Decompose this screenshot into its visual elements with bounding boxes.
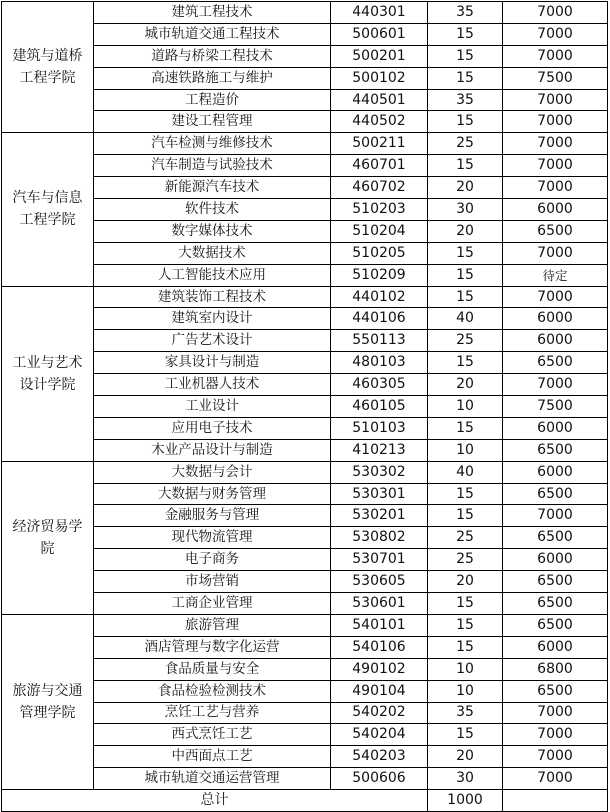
major-code-cell: 510209 <box>331 264 428 286</box>
major-name-cell: 应用电子技术 <box>94 417 331 439</box>
enrollment-count-cell: 15 <box>428 264 503 286</box>
major-code-cell: 540203 <box>331 746 428 768</box>
major-name-cell: 广告艺术设计 <box>94 330 331 352</box>
enrollment-count-cell: 10 <box>428 396 503 418</box>
enrollment-count-cell: 15 <box>428 155 503 177</box>
major-name-cell: 西式烹饪工艺 <box>94 724 331 746</box>
major-name-cell: 烹饪工艺与营养 <box>94 702 331 724</box>
table-row <box>2 461 608 483</box>
tuition-fee-cell: 6800 <box>503 658 608 680</box>
major-code-cell: 490102 <box>331 658 428 680</box>
major-name-cell: 工程造价 <box>94 89 331 111</box>
major-name-cell: 现代物流管理 <box>94 527 331 549</box>
enrollment-count-cell: 20 <box>428 177 503 199</box>
tuition-fee-cell: 7000 <box>503 746 608 768</box>
major-name-cell: 大数据与会计 <box>94 461 331 483</box>
major-name-cell: 建筑装饰工程技术 <box>94 286 331 308</box>
major-code-cell: 510204 <box>331 220 428 242</box>
major-code-cell: 530701 <box>331 549 428 571</box>
major-code-cell: 530605 <box>331 571 428 593</box>
major-code-cell: 500601 <box>331 23 428 45</box>
college-name-cell: 建筑与道桥工程学院 <box>2 2 94 133</box>
major-code-cell: 460702 <box>331 177 428 199</box>
tuition-fee-cell: 7000 <box>503 286 608 308</box>
tuition-fee-cell: 6500 <box>503 680 608 702</box>
enrollment-count-cell: 25 <box>428 549 503 571</box>
major-code-cell: 490104 <box>331 680 428 702</box>
major-code-cell: 500102 <box>331 67 428 89</box>
tuition-fee-cell: 7000 <box>503 724 608 746</box>
tuition-fee-cell: 7000 <box>503 768 608 790</box>
enrollment-count-cell: 40 <box>428 308 503 330</box>
enrollment-count-cell: 20 <box>428 220 503 242</box>
major-name-cell: 建设工程管理 <box>94 111 331 133</box>
major-code-cell: 510103 <box>331 417 428 439</box>
major-name-cell: 电子商务 <box>94 549 331 571</box>
major-name-cell: 汽车制造与试验技术 <box>94 155 331 177</box>
tuition-fee-cell: 7000 <box>503 155 608 177</box>
major-name-cell: 人工智能技术应用 <box>94 264 331 286</box>
total-label-cell: 总计 <box>2 790 428 812</box>
major-code-cell: 540101 <box>331 614 428 636</box>
major-code-cell: 460105 <box>331 396 428 418</box>
tuition-fee-cell: 6500 <box>503 593 608 615</box>
major-name-cell: 建筑室内设计 <box>94 308 331 330</box>
major-name-cell: 高速铁路施工与维护 <box>94 67 331 89</box>
enrollment-count-cell: 15 <box>428 724 503 746</box>
major-code-cell: 510203 <box>331 199 428 221</box>
major-name-cell: 建筑工程技术 <box>94 2 331 24</box>
table-row <box>2 286 608 308</box>
major-name-cell: 酒店管理与数字化运营 <box>94 636 331 658</box>
tuition-fee-cell: 7000 <box>503 111 608 133</box>
enrollment-count-cell: 15 <box>428 111 503 133</box>
tuition-fee-cell: 7000 <box>503 23 608 45</box>
major-code-cell: 440301 <box>331 2 428 24</box>
major-code-cell: 530802 <box>331 527 428 549</box>
major-name-cell: 食品质量与安全 <box>94 658 331 680</box>
enrollment-count-cell: 30 <box>428 199 503 221</box>
major-name-cell: 木业产品设计与制造 <box>94 439 331 461</box>
major-name-cell: 道路与桥梁工程技术 <box>94 45 331 67</box>
major-code-cell: 540106 <box>331 636 428 658</box>
table-row <box>2 2 608 24</box>
tuition-fee-cell: 6500 <box>503 483 608 505</box>
major-code-cell: 550113 <box>331 330 428 352</box>
college-name-cell: 汽车与信息工程学院 <box>2 133 94 286</box>
major-code-cell: 480103 <box>331 352 428 374</box>
major-code-cell: 460305 <box>331 374 428 396</box>
tuition-fee-cell: 6000 <box>503 417 608 439</box>
tuition-fee-cell: 6000 <box>503 549 608 571</box>
major-name-cell: 城市轨道交通运营管理 <box>94 768 331 790</box>
tuition-fee-cell: 7500 <box>503 396 608 418</box>
tuition-fee-cell: 7000 <box>503 177 608 199</box>
tuition-fee-cell: 6000 <box>503 308 608 330</box>
enrollment-count-cell: 15 <box>428 614 503 636</box>
major-code-cell: 530302 <box>331 461 428 483</box>
tuition-fee-cell: 7000 <box>503 702 608 724</box>
major-name-cell: 城市轨道交通工程技术 <box>94 23 331 45</box>
major-code-cell: 500606 <box>331 768 428 790</box>
enrollment-count-cell: 20 <box>428 571 503 593</box>
major-code-cell: 530601 <box>331 593 428 615</box>
major-code-cell: 460701 <box>331 155 428 177</box>
tuition-fee-cell: 6500 <box>503 614 608 636</box>
tuition-fee-cell: 6500 <box>503 220 608 242</box>
enrollment-table <box>1 1 608 812</box>
enrollment-count-cell: 35 <box>428 2 503 24</box>
major-name-cell: 软件技术 <box>94 199 331 221</box>
tuition-fee-cell: 7000 <box>503 89 608 111</box>
major-name-cell: 工商企业管理 <box>94 593 331 615</box>
major-code-cell: 530301 <box>331 483 428 505</box>
enrollment-count-cell: 15 <box>428 352 503 374</box>
college-name-cell: 工业与艺术设计学院 <box>2 286 94 461</box>
enrollment-table-wrapper <box>1 1 608 812</box>
enrollment-count-cell: 25 <box>428 527 503 549</box>
enrollment-count-cell: 20 <box>428 374 503 396</box>
table-row <box>2 133 608 155</box>
tuition-fee-cell: 7000 <box>503 374 608 396</box>
total-row <box>2 790 608 812</box>
major-code-cell: 440501 <box>331 89 428 111</box>
major-name-cell: 大数据与财务管理 <box>94 483 331 505</box>
total-empty-cell <box>503 790 608 812</box>
major-name-cell: 旅游管理 <box>94 614 331 636</box>
enrollment-count-cell: 15 <box>428 417 503 439</box>
major-code-cell: 440502 <box>331 111 428 133</box>
college-name-cell: 旅游与交通管理学院 <box>2 614 94 789</box>
enrollment-count-cell: 35 <box>428 89 503 111</box>
major-name-cell: 金融服务与管理 <box>94 505 331 527</box>
enrollment-count-cell: 10 <box>428 680 503 702</box>
major-name-cell: 工业机器人技术 <box>94 374 331 396</box>
tuition-fee-cell: 6000 <box>503 636 608 658</box>
enrollment-count-cell: 15 <box>428 593 503 615</box>
major-code-cell: 540204 <box>331 724 428 746</box>
major-name-cell: 家具设计与制造 <box>94 352 331 374</box>
major-code-cell: 410213 <box>331 439 428 461</box>
enrollment-count-cell: 40 <box>428 461 503 483</box>
enrollment-table-body <box>2 2 608 812</box>
major-name-cell: 市场营销 <box>94 571 331 593</box>
major-name-cell: 大数据技术 <box>94 242 331 264</box>
enrollment-count-cell: 15 <box>428 23 503 45</box>
enrollment-count-cell: 10 <box>428 439 503 461</box>
enrollment-count-cell: 30 <box>428 768 503 790</box>
tuition-fee-cell: 7500 <box>503 67 608 89</box>
enrollment-count-cell: 25 <box>428 133 503 155</box>
major-code-cell: 440106 <box>331 308 428 330</box>
enrollment-count-cell: 15 <box>428 67 503 89</box>
enrollment-count-cell: 15 <box>428 286 503 308</box>
tuition-fee-cell: 6500 <box>503 571 608 593</box>
enrollment-count-cell: 15 <box>428 242 503 264</box>
tuition-fee-cell: 6500 <box>503 439 608 461</box>
tuition-fee-cell: 6500 <box>503 527 608 549</box>
total-value-cell: 1000 <box>428 790 503 812</box>
tuition-fee-cell: 6000 <box>503 199 608 221</box>
tuition-fee-cell: 7000 <box>503 505 608 527</box>
enrollment-count-cell: 15 <box>428 45 503 67</box>
major-code-cell: 440102 <box>331 286 428 308</box>
enrollment-count-cell: 15 <box>428 636 503 658</box>
tuition-fee-cell: 6500 <box>503 352 608 374</box>
major-name-cell: 数字媒体技术 <box>94 220 331 242</box>
major-name-cell: 中西面点工艺 <box>94 746 331 768</box>
enrollment-count-cell: 15 <box>428 483 503 505</box>
major-name-cell: 汽车检测与维修技术 <box>94 133 331 155</box>
major-code-cell: 540202 <box>331 702 428 724</box>
tuition-fee-cell: 6000 <box>503 330 608 352</box>
tuition-fee-cell: 待定 <box>503 264 608 286</box>
college-name-cell: 经济贸易学院 <box>2 461 94 614</box>
major-name-cell: 新能源汽车技术 <box>94 177 331 199</box>
tuition-fee-cell: 7000 <box>503 242 608 264</box>
major-code-cell: 530201 <box>331 505 428 527</box>
table-row <box>2 614 608 636</box>
major-name-cell: 工业设计 <box>94 396 331 418</box>
major-code-cell: 500201 <box>331 45 428 67</box>
tuition-fee-cell: 7000 <box>503 45 608 67</box>
major-code-cell: 510205 <box>331 242 428 264</box>
enrollment-count-cell: 10 <box>428 658 503 680</box>
enrollment-count-cell: 25 <box>428 330 503 352</box>
enrollment-count-cell: 15 <box>428 505 503 527</box>
enrollment-count-cell: 35 <box>428 702 503 724</box>
major-code-cell: 500211 <box>331 133 428 155</box>
major-name-cell: 食品检验检测技术 <box>94 680 331 702</box>
tuition-fee-cell: 6000 <box>503 461 608 483</box>
tuition-fee-cell: 7000 <box>503 2 608 24</box>
enrollment-count-cell: 20 <box>428 746 503 768</box>
tuition-fee-cell: 7000 <box>503 133 608 155</box>
